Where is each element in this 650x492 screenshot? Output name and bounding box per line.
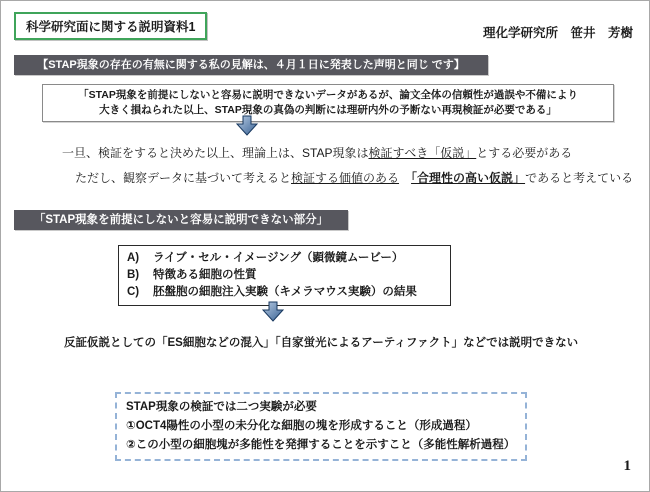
list-item-text: ライブ・セル・イメージング（顕微鏡ムービー） (153, 252, 404, 264)
list-item (127, 284, 442, 301)
author-line: 理化学研究所 笹井 芳樹 (482, 26, 633, 40)
list-item (127, 250, 442, 267)
quote-line-1: 「STAP現象を前提にしないと容易に説明できないデータがあるが、論文全体の信頼性が過誤や不備により (78, 89, 578, 101)
text-segment: ただし、観察データに基づいて考えると (75, 171, 292, 185)
verification-box (115, 392, 527, 461)
page-number: 1 (623, 458, 631, 474)
text-segment: 一旦、検証をすると決めた以上、理論上は、STAP現象は (62, 146, 369, 160)
text-segment (399, 171, 411, 185)
down-arrow-icon (262, 301, 284, 322)
hypothesis-line-1 (62, 144, 572, 161)
statement-banner: 【STAP現象の存在の有無に関する私の見解は、４月１日に発表した声明と同じ です】 (14, 55, 488, 75)
verification-line-2: ①OCT4陽性の小型の未分化な細胞の塊を形成すること（形成過程） (126, 420, 477, 432)
list-item-text: 胚盤胞の細胞注入実験（キメラマウス実験）の結果 (153, 286, 417, 298)
slide-title: 科学研究面に関する説明資料1 (26, 20, 196, 34)
hypothesis-line-2 (75, 169, 633, 186)
list-item-label: B) (127, 269, 140, 281)
text-segment: 「合理性の高い仮説」 (411, 171, 526, 185)
evidence-list-box (118, 245, 451, 306)
list-item (127, 267, 442, 284)
slide-title-box (14, 12, 207, 40)
quote-box (42, 84, 614, 122)
rebuttal-line: 反証仮説としての「ES細胞などの混入」「自家蛍光によるアーティファクト」などでは説明できない (64, 337, 579, 349)
quote-line-2: 大きく損ねられた以上、STAP現象の真偽の判断には理研内外の予断ない再現検証が必要である」 (99, 104, 557, 116)
list-item-label: C) (127, 286, 140, 298)
verification-line-3: ②この小型の細胞塊が多能性を発揮することを示すこと（多能性解析過程） (126, 439, 516, 451)
down-arrow-icon (236, 115, 258, 136)
text-segment: 検証する価値のある (291, 171, 400, 185)
text-segment: とする必要がある (476, 146, 573, 160)
list-item-label: A) (127, 252, 140, 264)
list-item-text: 特徴ある細胞の性質 (153, 269, 257, 281)
text-segment: 検証すべき「仮説」 (368, 146, 477, 160)
text-segment: であると考えている (525, 171, 634, 185)
section-banner: 「STAP現象を前提にしないと容易に説明できない部分」 (14, 210, 348, 230)
verification-line-1: STAP現象の検証では二つ実験が必要 (126, 401, 317, 413)
